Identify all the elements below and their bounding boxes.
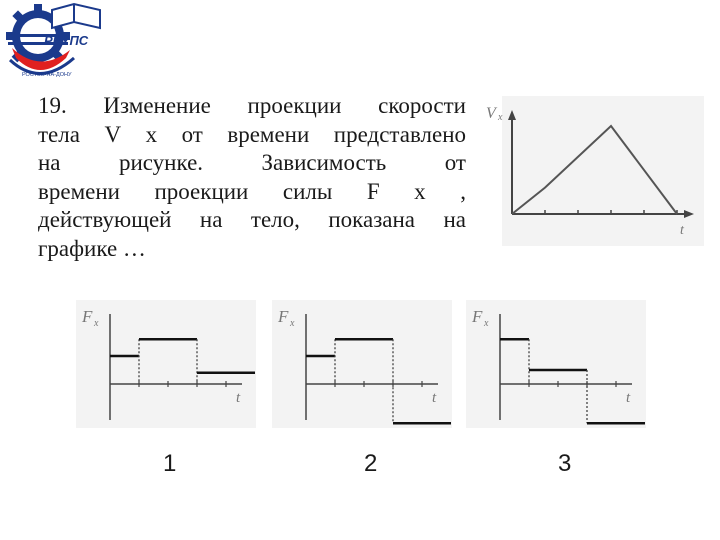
choice-label-1[interactable]: 1: [163, 450, 177, 477]
force-graph-background: [272, 300, 452, 428]
force-x-label: t: [236, 390, 241, 406]
force-y-label: F: [82, 307, 93, 326]
velocity-y-label: V: [486, 105, 496, 122]
problem-line-3: на рисунке. Зависимость от: [38, 150, 466, 175]
logo-text: РГУПС: [44, 33, 89, 48]
problem-line-4: времени проекции силы F x ,: [38, 178, 466, 204]
force-y-sub: x: [290, 318, 295, 329]
force-graph-background: [76, 300, 256, 428]
choice-label-2[interactable]: 2: [364, 450, 378, 477]
force-x-label: t: [626, 390, 631, 406]
problem-line-5: действующей на тело, показана на: [38, 207, 466, 232]
force-y-sub: x: [484, 318, 489, 329]
force-y-sub: x: [94, 318, 99, 329]
university-logo: [0, 0, 112, 88]
logo-emblem-icon: [0, 0, 112, 88]
force-graph-background: [466, 300, 646, 428]
problem-line-2: тела V x от времени представлено: [38, 121, 466, 147]
velocity-y-sub: x: [498, 112, 503, 123]
force-graph-3[interactable]: [466, 300, 646, 428]
force-graph-1[interactable]: [76, 300, 256, 428]
force-y-label: F: [472, 307, 483, 326]
velocity-graph-background: [502, 96, 704, 246]
velocity-graph: [472, 96, 704, 246]
problem-statement: [38, 92, 466, 263]
choice-label-3[interactable]: 3: [558, 450, 572, 477]
force-graph-2[interactable]: [272, 300, 452, 428]
force-y-label: F: [278, 307, 289, 326]
force-x-label: t: [432, 390, 437, 406]
velocity-x-label: t: [680, 223, 684, 238]
problem-line-1: 19. Изменение проекции скорости: [38, 93, 466, 118]
logo-subtitle: РОСТОВ-НА-ДОНУ: [22, 72, 72, 78]
problem-line-6: графике …: [38, 235, 146, 261]
